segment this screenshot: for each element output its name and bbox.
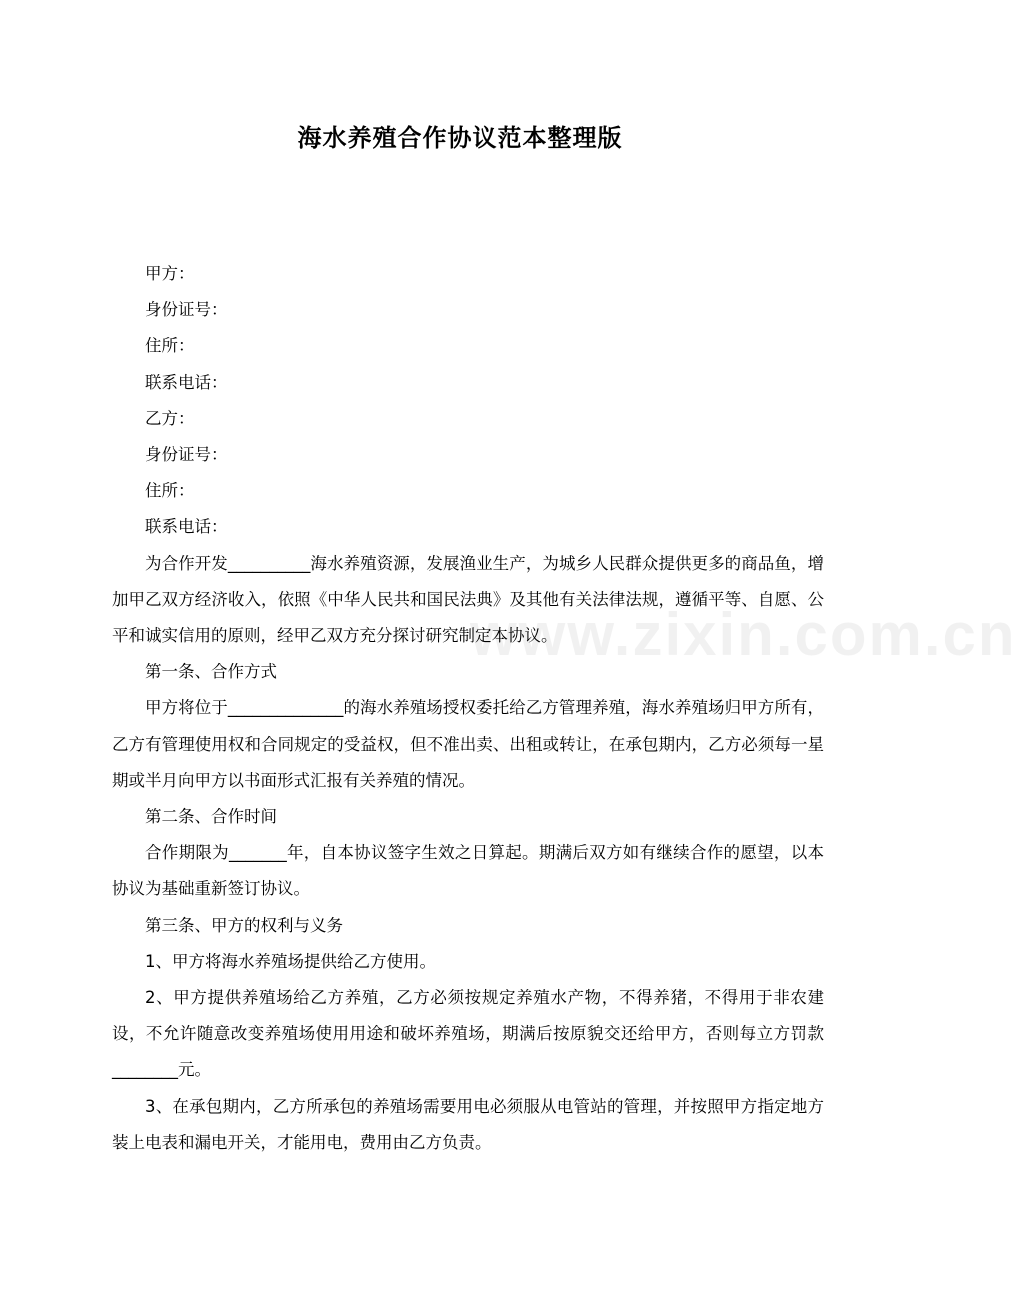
party-a-address-label: 住所：: [145, 336, 195, 356]
party-b-address-label: 住所：: [145, 481, 195, 501]
watermark: www.zixin.com.cn: [470, 601, 1017, 668]
page-title: 海水养殖合作协议范本整理版: [297, 124, 623, 152]
article-3-heading: 第三条、甲方的权利与义务: [145, 915, 343, 935]
party-a-id-label: 身份证号：: [145, 300, 228, 320]
article-3-item: 3、在承包期内，乙方所承包的养殖场需要用电必须服从电管站的管理，并按照甲方指定地方装上电表和漏电开关，才能用电，费用由乙方负责。: [112, 1096, 824, 1152]
article-3-item: 1、甲方将海水养殖场提供给乙方使用。: [145, 951, 436, 971]
article-2-text: 合作期限为_______年，自本协议签字生效之日算起。期满后双方如有继续合作的愿望，以本协议为基础重新签订协议。: [112, 843, 824, 899]
article-2-heading: 第二条、合作时间: [145, 807, 277, 827]
document-body: [112, 256, 824, 1161]
article-1-heading: 第一条、合作方式: [145, 662, 277, 682]
article-1-text: 甲方将位于______________的海水养殖场授权委托给乙方管理养殖，海水养殖场归甲方所有，乙方有管理使用权和合同规定的受益权，但不准出卖、出租或转让，在承包期内，乙方必须每一星期或半月向甲方以书面形式汇报有关养殖的情况。: [112, 698, 824, 790]
article-3-item: 2、甲方提供养殖场给乙方养殖，乙方必须按规定养殖水产物，不得养猪，不得用于非农建设，不允许随意改变养殖场使用用途和破坏养殖场，期满后按原貌交还给甲方，否则每立方罚款________元。: [112, 988, 824, 1080]
preamble-paragraph: 为合作开发__________海水养殖资源，发展渔业生产，为城乡人民群众提供更多的商品鱼，增加甲乙双方经济收入，依照《中华人民共和国民法典》及其他有关法律法规，遵循平等、自愿、公平和诚实信用的原则，经甲乙双方充分探讨研究制定本协议。: [112, 553, 824, 646]
party-a-phone-label: 联系电话：: [145, 372, 228, 392]
party-a-name-label: 甲方：: [145, 264, 195, 283]
party-b-id-label: 身份证号：: [145, 445, 228, 465]
party-b-name-label: 乙方：: [145, 408, 195, 428]
party-b-phone-label: 联系电话：: [145, 517, 228, 537]
